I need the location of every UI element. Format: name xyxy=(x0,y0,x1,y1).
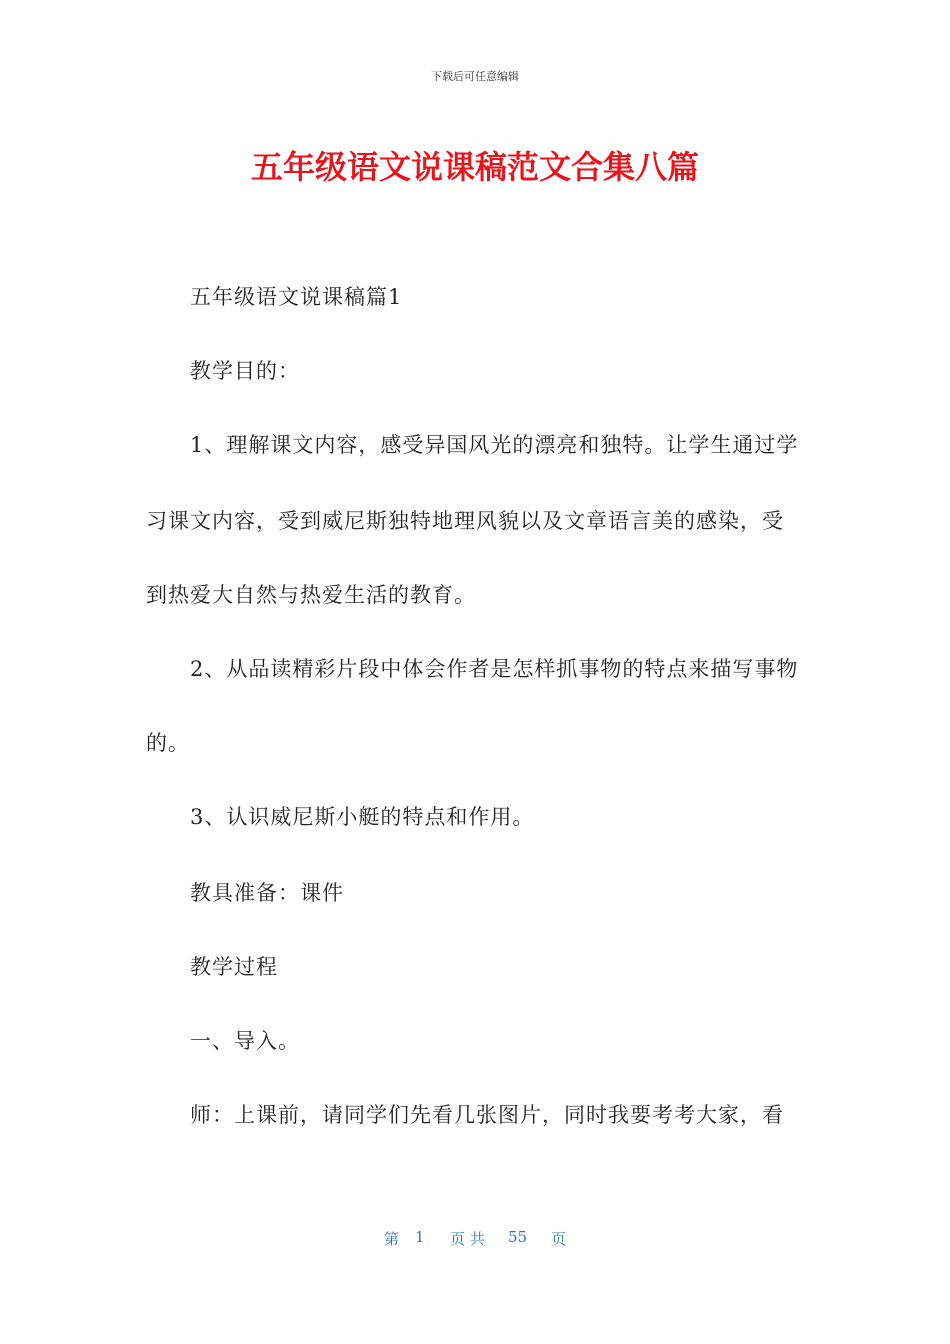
paragraph-line: 到热爱大自然与热爱生活的教育。 xyxy=(146,583,476,607)
paragraph-line: 2、从品读精彩片段中体会作者是怎样抓事物的特点来描写事物 xyxy=(190,657,799,681)
paragraph-line: 师：上课前，请同学们先看几张图片，同时我要考考大家，看 xyxy=(190,1103,784,1127)
paragraph-line: 1、理解课文内容，感受异国风光的漂亮和独特。让学生通过学 xyxy=(190,433,799,457)
page-footer xyxy=(0,1228,950,1252)
paragraph-line: 的。 xyxy=(146,731,190,755)
paragraph-line: 习课文内容，受到威尼斯独特地理风貌以及文章语言美的感染，受 xyxy=(146,509,784,533)
page-total: 55 xyxy=(508,1228,528,1246)
paragraph-line: 教具准备：课件 xyxy=(190,881,344,905)
page-suffix: 页 xyxy=(551,1230,567,1248)
page-prefix: 第 xyxy=(384,1230,400,1248)
paragraph-line: 3、认识威尼斯小艇的特点和作用。 xyxy=(190,805,535,829)
document-title: 五年级语文说课稿范文合集八篇 xyxy=(250,148,699,186)
section-heading: 五年级语文说课稿篇1 xyxy=(190,285,403,309)
paragraph-line: 一、导入。 xyxy=(190,1029,300,1053)
paragraph-line: 教学过程 xyxy=(190,955,278,979)
page-mid: 页 共 xyxy=(450,1230,485,1248)
paragraph-line: 教学目的： xyxy=(190,359,300,383)
page-current: 1 xyxy=(415,1228,425,1246)
header-note: 下载后可任意编辑 xyxy=(431,70,519,83)
